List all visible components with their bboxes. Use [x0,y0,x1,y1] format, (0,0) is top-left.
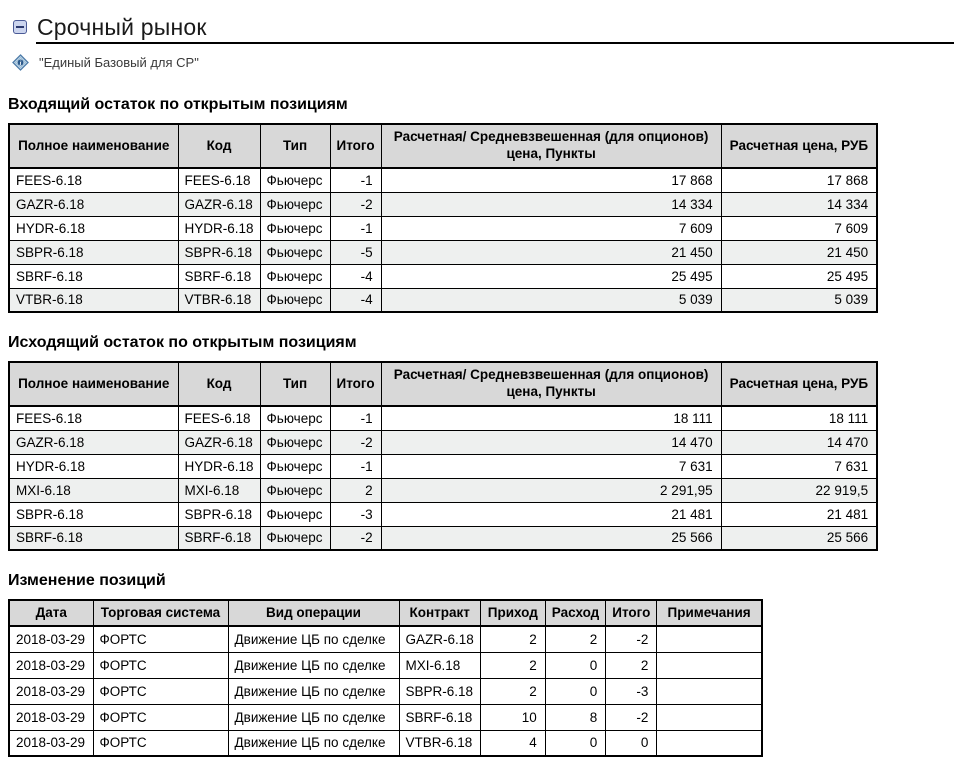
column-header: Примечания [657,600,762,626]
table-row [9,502,877,526]
table-cell: Фьючерс [260,168,330,192]
table-cell: SBRF-6.18 [399,704,480,730]
collapse-minus-icon[interactable] [13,20,27,34]
table-cell [657,652,762,678]
column-header: Расчетная цена, РУБ [721,124,877,168]
table-cell: GAZR-6.18 [178,192,260,216]
table-cell: 25 495 [721,264,877,288]
table-cell: -3 [330,502,381,526]
table-cell: Фьючерс [260,264,330,288]
table-cell: 5 039 [721,288,877,312]
table-cell [657,730,762,756]
table-cell: -2 [330,526,381,550]
table-cell: SBRF-6.18 [178,264,260,288]
table-cell: 2 [480,626,545,652]
column-header: Итого [330,124,381,168]
table-cell: 21 481 [381,502,721,526]
column-header: Код [178,362,260,406]
incoming-balance-table [8,123,878,313]
column-header: Тип [260,362,330,406]
table-cell: Фьючерс [260,454,330,478]
report-header [13,13,954,41]
table-cell: -2 [330,430,381,454]
column-header: Полное наименование [9,124,178,168]
table-cell: HYDR-6.18 [9,216,178,240]
table-cell: 17 868 [721,168,877,192]
table-cell: SBPR-6.18 [9,502,178,526]
table-cell: Фьючерс [260,526,330,550]
table-cell: HYDR-6.18 [178,454,260,478]
table-cell: 2018-03-29 [9,626,93,652]
table-cell: FEES-6.18 [9,168,178,192]
table-cell: 2018-03-29 [9,704,93,730]
table-cell: 14 334 [381,192,721,216]
table-cell: 22 919,5 [721,478,877,502]
table-cell: -5 [330,240,381,264]
table-row [9,626,762,652]
table-cell: 14 470 [721,430,877,454]
table-cell: SBPR-6.18 [178,502,260,526]
table-cell: GAZR-6.18 [178,430,260,454]
column-header: Приход [480,600,545,626]
table-cell: Фьючерс [260,192,330,216]
header-row [9,124,877,168]
table-cell: ФОРТС [93,704,228,730]
table-row [9,406,877,430]
table-cell: 2018-03-29 [9,678,93,704]
table-cell: VTBR-6.18 [178,288,260,312]
table-cell: Фьючерс [260,502,330,526]
table-row [9,478,877,502]
table-cell: 7 609 [381,216,721,240]
table-cell: Фьючерс [260,288,330,312]
base-profile-label: "Единый Базовый для СР" [39,54,199,70]
table-cell: 14 334 [721,192,877,216]
column-header: Итого [606,600,657,626]
table-cell: Фьючерс [260,430,330,454]
table-cell: -1 [330,168,381,192]
table-row [9,264,877,288]
table-cell: 25 566 [381,526,721,550]
table-cell: ФОРТС [93,730,228,756]
table-cell: -1 [330,406,381,430]
table-row [9,704,762,730]
column-header: Расчетная/ Средневзвешенная (для опционов) цена, Пункты [381,362,721,406]
column-header: Полное наименование [9,362,178,406]
column-header: Расчетная цена, РУБ [721,362,877,406]
table-cell: 7 631 [721,454,877,478]
table-cell: Движение ЦБ по сделке [228,652,399,678]
table-row [9,730,762,756]
page-title: Срочный рынок [37,13,207,40]
table-cell: 0 [545,730,605,756]
position-changes-table [8,599,763,757]
table-cell: 0 [606,730,657,756]
report-profile-row [12,53,954,71]
section-title-outgoing: Исходящий остаток по открытым позициям [8,334,357,351]
table-cell: 8 [545,704,605,730]
table-row [9,652,762,678]
table-cell: 2 [606,652,657,678]
table-cell: 7 631 [381,454,721,478]
table-cell: HYDR-6.18 [178,216,260,240]
table-cell: -2 [330,192,381,216]
column-header: Вид операции [228,600,399,626]
table-cell: 18 111 [721,406,877,430]
table-cell: MXI-6.18 [399,652,480,678]
table-cell: MXI-6.18 [178,478,260,502]
table-cell: SBPR-6.18 [178,240,260,264]
table-row [9,192,877,216]
minus-glyph [16,26,24,28]
table-row [9,430,877,454]
table-cell: 21 481 [721,502,877,526]
table-cell: 5 039 [381,288,721,312]
table-cell: 0 [545,678,605,704]
column-header: Итого [330,362,381,406]
outgoing-balance-table [8,361,878,551]
table-cell: -4 [330,264,381,288]
table-cell: 18 111 [381,406,721,430]
table-cell: GAZR-6.18 [9,430,178,454]
table-cell: FEES-6.18 [9,406,178,430]
info-diamond-icon [12,54,29,71]
header-row [9,362,877,406]
table-cell: ФОРТС [93,626,228,652]
table-cell: 2 [480,652,545,678]
column-header: Дата [9,600,93,626]
table-cell: 14 470 [381,430,721,454]
table-row [9,678,762,704]
table-cell: ФОРТС [93,652,228,678]
table-cell: SBPR-6.18 [399,678,480,704]
table-cell: -3 [606,678,657,704]
table-cell: Движение ЦБ по сделке [228,678,399,704]
column-header: Контракт [399,600,480,626]
table-cell: HYDR-6.18 [9,454,178,478]
table-cell: 21 450 [721,240,877,264]
table-cell: 2 [480,678,545,704]
table-cell: Движение ЦБ по сделке [228,704,399,730]
table-row [9,240,877,264]
table-cell: 17 868 [381,168,721,192]
svg-text:i: i [19,59,22,67]
table-cell: Фьючерс [260,240,330,264]
table-row [9,216,877,240]
section-title-incoming: Входящий остаток по открытым позициям [8,96,348,113]
table-cell: -1 [330,454,381,478]
table-cell: Движение ЦБ по сделке [228,730,399,756]
table-cell: SBRF-6.18 [178,526,260,550]
table-cell: VTBR-6.18 [399,730,480,756]
column-header: Код [178,124,260,168]
table-cell [657,678,762,704]
table-cell: SBRF-6.18 [9,264,178,288]
table-cell: GAZR-6.18 [9,192,178,216]
table-cell: 25 495 [381,264,721,288]
table-cell: VTBR-6.18 [9,288,178,312]
header-row [9,600,762,626]
table-cell: -1 [330,216,381,240]
table-cell: -4 [330,288,381,312]
table-cell [657,704,762,730]
table-cell: 2018-03-29 [9,652,93,678]
table-cell [657,626,762,652]
column-header: Расчетная/ Средневзвешенная (для опционов) цена, Пункты [381,124,721,168]
section-title-changes: Изменение позиций [8,572,166,589]
table-cell: 4 [480,730,545,756]
table-cell: MXI-6.18 [9,478,178,502]
table-cell: Движение ЦБ по сделке [228,626,399,652]
table-row [9,454,877,478]
table-cell: 2 [330,478,381,502]
table-cell: 25 566 [721,526,877,550]
column-header: Тип [260,124,330,168]
column-header: Торговая система [93,600,228,626]
table-cell: Фьючерс [260,216,330,240]
column-header: Расход [545,600,605,626]
table-cell: -2 [606,704,657,730]
title-underline [36,42,954,44]
table-cell: SBPR-6.18 [9,240,178,264]
table-cell: ФОРТС [93,678,228,704]
table-cell: 2 [545,626,605,652]
table-cell: GAZR-6.18 [399,626,480,652]
table-cell: FEES-6.18 [178,168,260,192]
table-cell: Фьючерс [260,478,330,502]
table-cell: Фьючерс [260,406,330,430]
table-cell: 21 450 [381,240,721,264]
table-cell: 7 609 [721,216,877,240]
table-row [9,168,877,192]
table-cell: FEES-6.18 [178,406,260,430]
table-cell: 0 [545,652,605,678]
table-row [9,288,877,312]
table-cell: 2 291,95 [381,478,721,502]
table-cell: 10 [480,704,545,730]
table-row [9,526,877,550]
table-cell: SBRF-6.18 [9,526,178,550]
table-cell: 2018-03-29 [9,730,93,756]
table-cell: -2 [606,626,657,652]
